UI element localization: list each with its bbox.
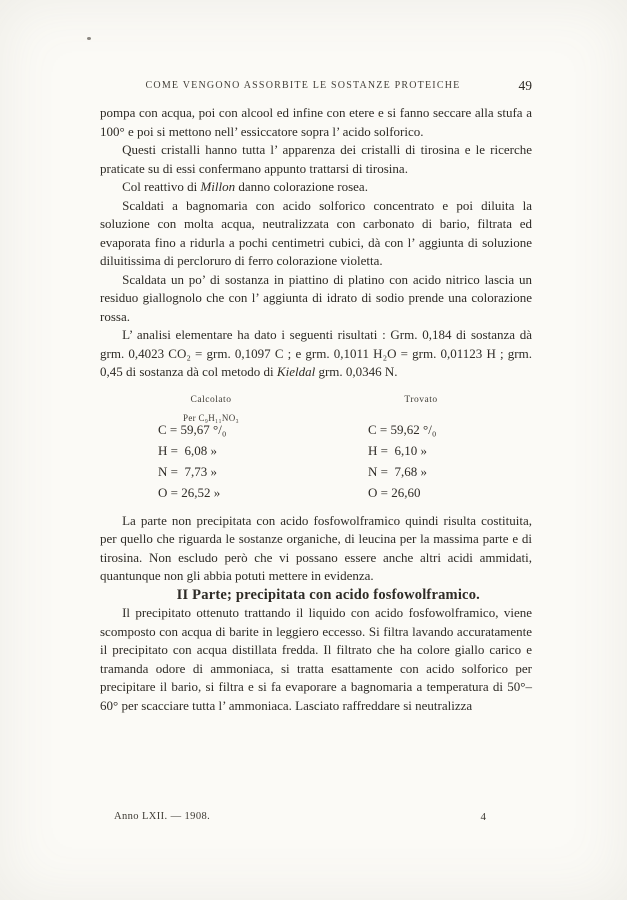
reagent-name-italic: Millon xyxy=(200,179,236,194)
table-row: H = 6,10 » xyxy=(368,442,427,458)
method-name-italic: Kieldal xyxy=(276,364,316,379)
table-row: N = 7,73 » xyxy=(158,463,217,479)
scan-artifact xyxy=(87,37,91,40)
text-block xyxy=(100,104,532,715)
paragraph: La parte non precipitata con acido fosfowolframico quindi risulta costituita, per quello che riguarda le sostanze organiche, di leucina per la massima parte e di tirosina. Non escludo però che vi possano essere anche altri acidi ammidati, quantunque non gli abbia potuti mettere in evidenza. xyxy=(100,512,532,583)
paragraph: Scaldata un po’ di sostanza in piattino di platino con acido nitrico lascia un residuo giallognolo che con l’ aggiunta di idrato di sodio prende una colorazione rossa. xyxy=(100,271,532,324)
volume-year-note: Anno LXII. — 1908. xyxy=(114,811,211,822)
table-row: N = 7,68 » xyxy=(368,463,427,479)
paragraph xyxy=(100,178,532,197)
paragraph: Il precipitato ottenuto trattando il liquido con acido fosfowolframico, viene scomposto con acqua di barite in leggiero eccesso. Si filtra lavando accuratamente il precipitato con acqua distillata fredda. Il filtrato che ha colore giallo carico e tramanda odore di ammoniaca, si tratta esattamente con acido solforico per precipitare il bario, si filtra e si fa evaporare a bagnomaria a temperatura di 50°–60° per scacciare tutta l’ ammoniaca. Lasciato raffreddare si neutralizza xyxy=(100,605,532,713)
page-footer xyxy=(100,811,532,826)
chemical-formula: Per C₉H₁₁NO₃ xyxy=(183,413,239,423)
found-column xyxy=(360,391,482,503)
paragraph-text: grm. 0,0346 N. xyxy=(315,364,398,379)
elemental-analysis-table xyxy=(100,391,532,503)
section-heading: II Parte; precipitata con acido fosfowolframico. xyxy=(176,586,480,603)
found-column-header xyxy=(360,391,482,419)
paragraph-text: L’ analisi elementare ha dato i seguenti risultati : Grm. 0,184 di sostanza dà grm. 0,4023 CO₂ = grm. 0,1097 C ; e grm. 0,1011 H₂O = grm. 0,01123 H ; grm. 0,45 di sostanza dà col metodo di xyxy=(100,327,532,379)
signature-mark: 4 xyxy=(480,811,486,823)
paragraph xyxy=(100,326,532,382)
calculated-column-header xyxy=(150,391,272,423)
paragraph: Scaldati a bagnomaria con acido solforico concentrato e poi diluita la soluzione con molta acqua, neutralizzata con carbonato di bario, filtrata ed evaporata fino a ridurla a pochi centimetri cubici, dà con l’ aggiunta di soluzione diluitissima di percloruro di ferro colorazione violetta. xyxy=(100,197,532,268)
paragraph: Questi cristalli hanno tutta l’ apparenza dei cristalli di tirosina e le ricerche praticate su di essi confermano appunto trattarsi di tirosina. xyxy=(100,142,532,176)
paragraph-text: danno colorazione rosea. xyxy=(235,179,368,194)
calculated-column xyxy=(150,391,272,503)
table-row: O = 26,60 xyxy=(368,484,421,500)
page-number: 49 xyxy=(518,78,532,93)
paragraph: pompa con acqua, poi con alcool ed infine con etere e si fanno seccare alla stufa a 100° e poi si mettono nell’ essiccatore sopra l’ acido solforico. xyxy=(100,105,532,139)
page-header xyxy=(100,80,532,96)
table-row: C = 59,67 °/₀ xyxy=(158,421,227,437)
paragraph-text: Col reattivo di xyxy=(122,179,201,194)
calculated-label: Calcolato xyxy=(190,394,232,405)
found-label: Trovato xyxy=(404,394,438,405)
table-row: O = 26,52 » xyxy=(158,484,221,500)
running-title: COME VENGONO ASSORBITE LE SOSTANZE PROTEICHE xyxy=(145,80,461,91)
table-row: H = 6,08 » xyxy=(158,442,217,458)
table-row: C = 59,62 °/₀ xyxy=(368,421,437,437)
